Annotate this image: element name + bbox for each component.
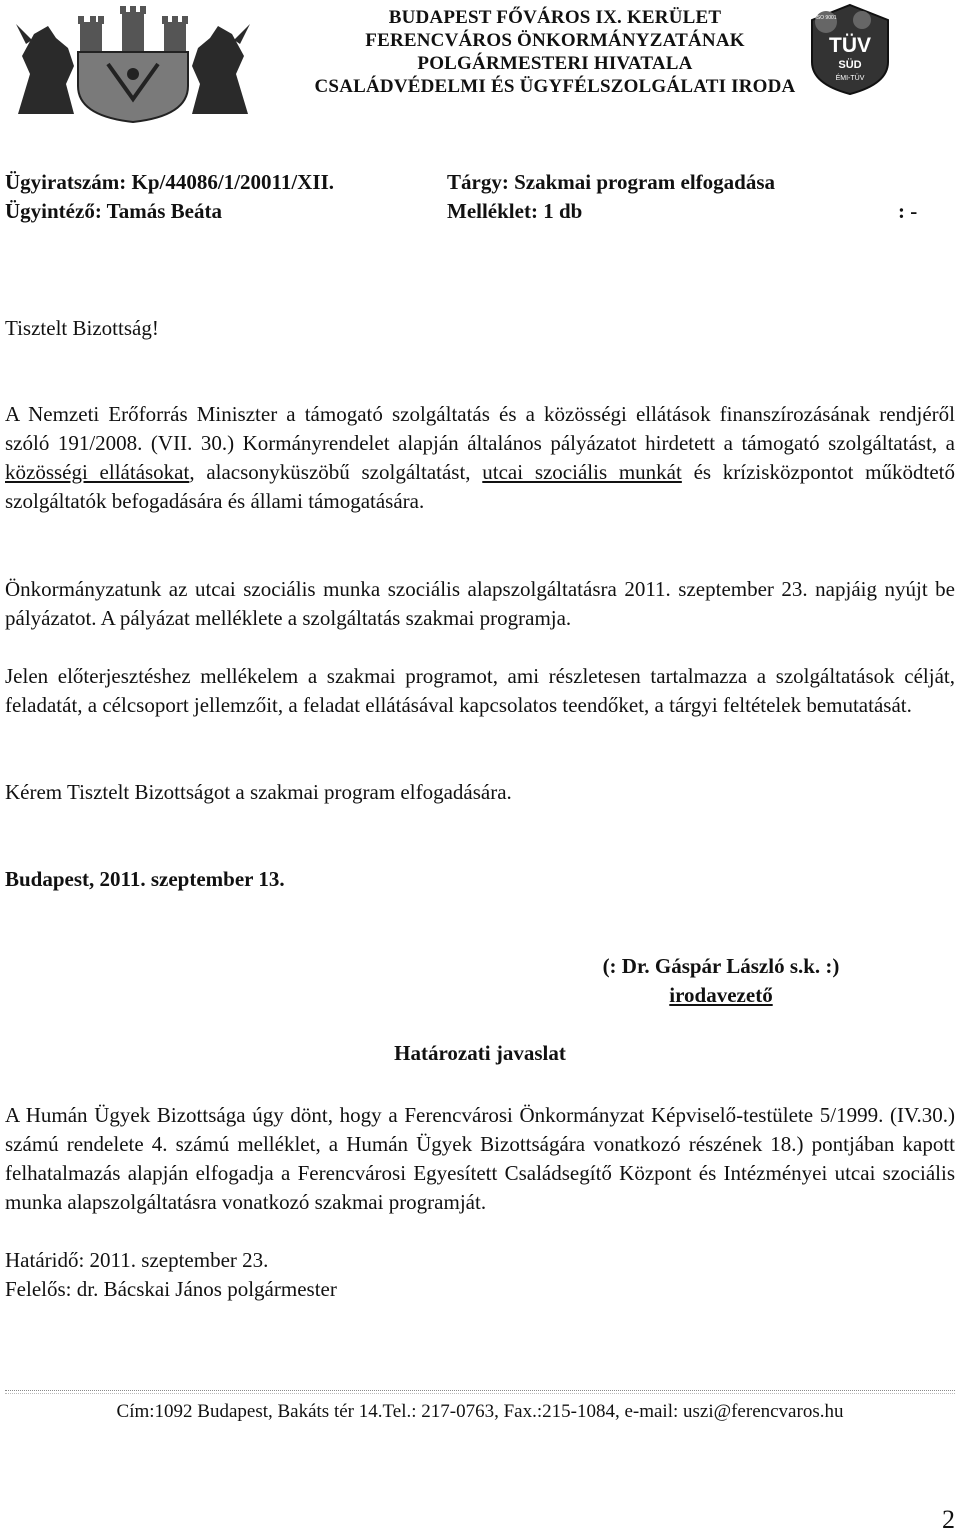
footer-divider <box>5 1390 955 1391</box>
link-kozossegi-ellatasok[interactable]: közösségi ellátásokat <box>5 460 190 484</box>
paragraph-1 <box>5 400 955 516</box>
subject: Tárgy: Szakmai program elfogadása <box>447 170 776 194</box>
attachment-suffix: : - <box>898 199 918 223</box>
resolution-deadline: Határidő: 2011. szeptember 23. <box>5 1248 269 1272</box>
signature-name: (: Dr. Gáspár László s.k. :) <box>602 954 840 978</box>
footer-contact: Cím:1092 Budapest, Bakáts tér 14.Tel.: 217-0763, Fax.:215-1084, e-mail: uszi@ferencvaros.hu <box>116 1401 844 1422</box>
attachment: Melléklet: 1 db <box>447 199 583 223</box>
signature-title: irodavezető <box>669 983 773 1007</box>
cert-iso-text: ISO 9001 <box>815 15 837 21</box>
salutation: Tisztelt Bizottság! <box>5 316 159 340</box>
header-line-3: POLGÁRMESTERI HIVATALA <box>417 53 693 74</box>
resolution-heading: Határozati javaslat <box>394 1041 566 1065</box>
paragraph-1-part-3: és krízisközpontot működtető szolgáltatók befogadására és állami támogatására. <box>5 460 955 513</box>
header-line-2: FERENCVÁROS ÖNKORMÁNYZATÁNAK <box>365 30 745 51</box>
paragraph-4: Kérem Tisztelt Bizottságot a szakmai program elfogadására. <box>5 780 512 804</box>
cert-sud-text: SÜD <box>838 59 862 71</box>
paragraph-3: Jelen előterjesztéshez mellékelem a szakmai programot, ami részletesen tartalmazza a szolgáltatások célját, feladatát, a célcsoport jellemzőit, a feladat ellátásával kapcsolatos teendőket, a tárgyi feltételek bemutatását. <box>5 664 955 717</box>
cert-tuv-text: TÜV <box>829 34 871 57</box>
coat-of-arms-icon <box>8 4 258 124</box>
footer-divider-secondary <box>5 1393 955 1394</box>
office-header <box>260 6 850 98</box>
case-number: Ügyiratszám: Kp/44086/1/20011/XII. <box>5 170 334 194</box>
header-line-1: BUDAPEST FŐVÁROS IX. KERÜLET <box>388 7 722 28</box>
paragraph-2: Önkormányzatunk az utcai szociális munka szociális alapszolgáltatásra 2011. szeptember 23. napjáig nyújt be pályázatot. A pályázat melléklete a szolgáltatás szakmai programja. <box>5 577 955 630</box>
date-place: Budapest, 2011. szeptember 13. <box>5 867 285 891</box>
paragraph-1-part-1: A Nemzeti Erőforrás Miniszter a támogató szolgáltatás és a közösségi ellátások finanszírozásának rendjéről szóló 191/2008. (VII. 30.) Kormányrendelet alapján általános pályázatot hirdetett a támogató szolgáltatást, a <box>5 402 955 455</box>
tuv-certification-icon <box>800 2 900 97</box>
resolution-body: A Humán Ügyek Bizottsága úgy dönt, hogy a Ferencvárosi Önkormányzat Képviselő-testülete 5/1999. (IV.30.) számú rendelete 4. számú melléklet, a Humán Ügyek Bizottságára vonatkozó részének 18.) pontjában kapott felhatalmazás alapján elfogadja a Ferencvárosi Egyesített Családsegítő Központ és Intézményei utcai szociális munka alapszolgáltatásra vonatkozó szakmai programját. <box>5 1103 955 1214</box>
paragraph-1-part-2: , alacsonyküszöbű szolgáltatást, <box>189 460 483 484</box>
case-officer: Ügyintéző: Tamás Beáta <box>5 199 222 223</box>
resolution-responsible: Felelős: dr. Bácskai János polgármester <box>5 1277 337 1301</box>
cert-emi-text: ÉMI-TÜV <box>835 75 865 82</box>
signature-block <box>560 952 882 1010</box>
page-number: 2 <box>942 1505 955 1534</box>
header-line-4: CSALÁDVÉDELMI ÉS ÜGYFÉLSZOLGÁLATI IRODA <box>314 76 796 97</box>
link-utcai-szocialis-munka[interactable]: utcai szociális munkát <box>482 460 682 484</box>
